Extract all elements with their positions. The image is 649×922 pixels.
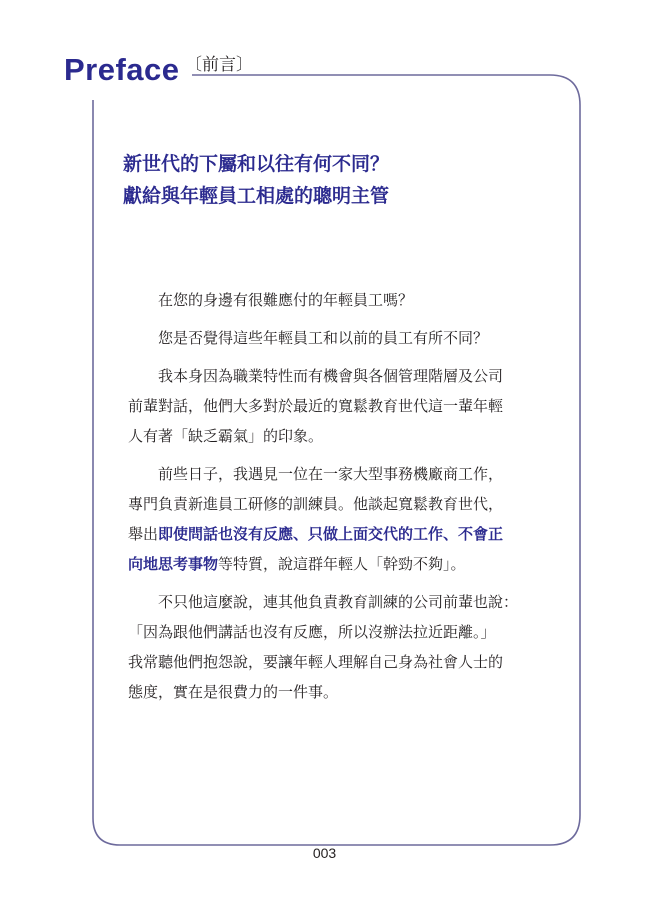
- heading-line-1: 新世代的下屬和以往有何不同？: [123, 153, 390, 175]
- text-segment: 等特質，說這群年輕人「幹勁不夠」。: [218, 555, 466, 573]
- text-line: 人有著「缺乏霸氣」的印象。: [128, 427, 324, 445]
- text-line: 前些日子，我遇見一位在一家大型事務機廠商工作，: [158, 465, 504, 483]
- body-text: [128, 285, 548, 715]
- text-line: 「因為跟他們講話也沒有反應，所以沒辦法拉近距離。」: [128, 623, 496, 641]
- chapter-heading: [123, 148, 563, 212]
- paragraph-3: [128, 361, 548, 451]
- text-line: 在您的身邊有很難應付的年輕員工嗎？: [158, 291, 414, 309]
- text-segment: 舉出: [128, 525, 159, 543]
- preface-title: Preface: [64, 52, 180, 87]
- text-line: 我常聽他們抱怨說，要讓年輕人理解自己身為社會人士的: [128, 653, 504, 671]
- text-line: 專門負責新進員工研修的訓練員。他談起寬鬆教育世代，: [128, 495, 504, 513]
- paragraph-2: [128, 323, 548, 353]
- text-line: 態度，實在是很費力的一件事。: [128, 683, 339, 701]
- text-line: 前輩對話，他們大多對於最近的寬鬆教育世代這一輩年輕: [128, 397, 504, 415]
- paragraph-4: [128, 459, 548, 579]
- paragraph-5: [128, 587, 548, 707]
- text-line: [128, 549, 548, 579]
- text-line: 不只他這麼說，連其他負責教育訓練的公司前輩也說：: [158, 593, 519, 611]
- paragraph-1: [128, 285, 548, 315]
- highlighted-text: 向地思考事物: [128, 555, 219, 573]
- highlighted-text: 即使問話也沒有反應、只做上面交代的工作、不會正: [158, 525, 504, 543]
- text-line: 您是否覺得這些年輕員工和以前的員工有所不同？: [158, 329, 489, 347]
- page-number: 003: [312, 845, 337, 861]
- text-line: 我本身因為職業特性而有機會與各個管理階層及公司: [158, 367, 504, 385]
- text-line: [128, 519, 548, 549]
- preface-subtitle: 〔前言〕: [185, 55, 253, 75]
- heading-line-2: 獻給與年輕員工相處的聰明主管: [123, 185, 390, 207]
